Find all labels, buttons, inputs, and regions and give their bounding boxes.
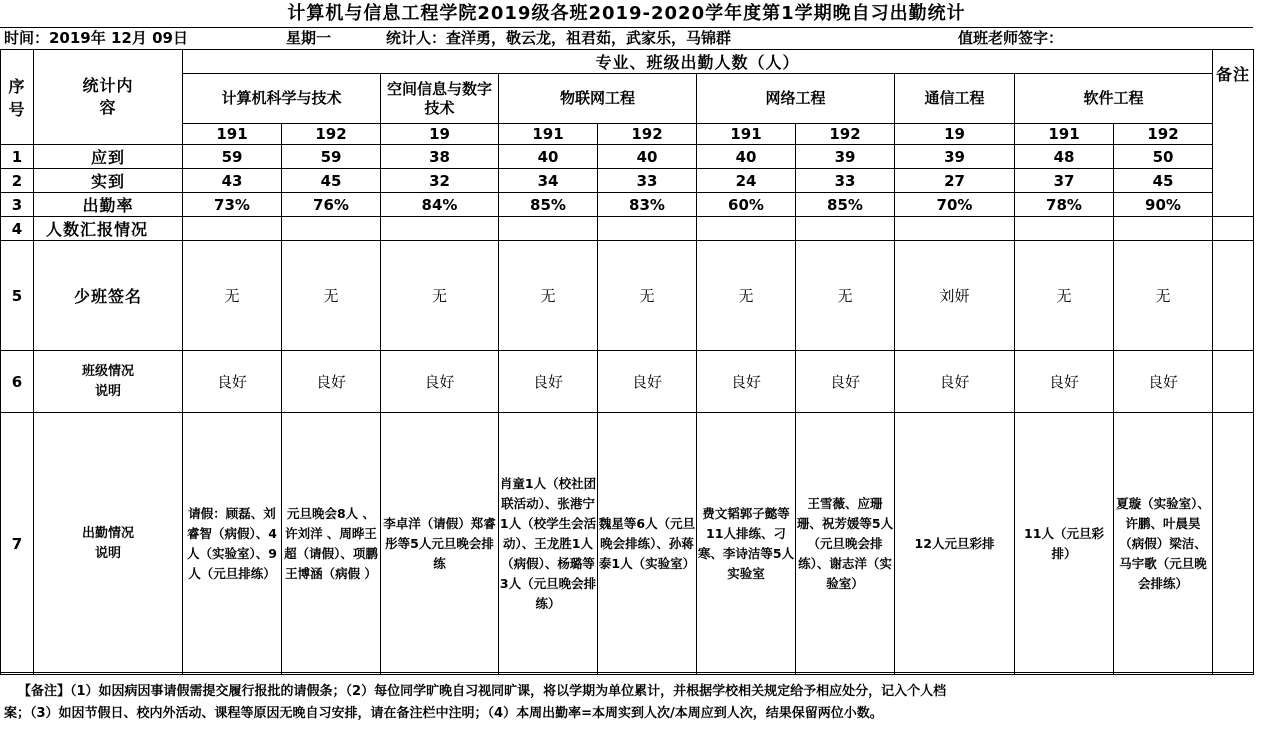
row-label: 少班签名 [34,241,183,351]
table-cell: 27 [895,169,1015,193]
table-cell: 无 [1015,241,1114,351]
table-cell: 无 [1114,241,1213,351]
row-number: 4 [1,217,34,241]
table-cell: 90% [1114,193,1213,217]
table-cell [796,217,895,241]
row-label: 出勤率 [34,193,183,217]
remark-cell [1213,241,1254,351]
table-row [1,169,1254,193]
table-cell: 刘妍 [895,241,1015,351]
remark-cell [1213,217,1254,241]
table-cell: 元旦晚会8人 、许刘洋 、周晔王超（请假）、项鹏王博涵（病假 ） [282,413,381,675]
sheet-title: 计算机与信息工程学院2019级各班2019-2020学年度第1学期晚自习出勤统计 [0,0,1253,28]
table-cell: 40 [697,145,796,169]
table-cell: 魏星等6人（元旦晚会排练）、孙蒋泰1人（实验室） [598,413,697,675]
table-cell: 无 [381,241,499,351]
row-label: 实到 [34,169,183,193]
table-cell: 11人（元旦彩排） [1015,413,1114,675]
table-cell: 请假：顾磊、刘睿智（病假）、4人（实验室）、9人（元旦排练） [183,413,282,675]
table-cell: 32 [381,169,499,193]
attendance-table [0,49,1254,675]
class-header: 192 [282,124,381,145]
date-field: 时间：2019年 12月 09日 [4,29,188,47]
row-label: 应到 [34,145,183,169]
table-cell: 33 [598,169,697,193]
row-number: 3 [1,193,34,217]
table-row [1,217,1254,241]
table-cell: 良好 [381,351,499,413]
table-cell: 34 [499,169,598,193]
major-header: 网络工程 [697,74,895,124]
remark-cell [1213,351,1254,413]
table-cell: 33 [796,169,895,193]
table-cell: 45 [1114,169,1213,193]
major-header: 空间信息与数字技术 [381,74,499,124]
row-label: 班级情况说明 [34,351,183,413]
table-cell: 43 [183,169,282,193]
table-cell: 无 [598,241,697,351]
class-row [1,124,1254,145]
table-cell: 良好 [598,351,697,413]
class-header: 191 [183,124,282,145]
table-cell: 良好 [1114,351,1213,413]
table-cell: 83% [598,193,697,217]
table-cell: 76% [282,193,381,217]
table-cell [697,217,796,241]
table-cell [1015,217,1114,241]
class-header: 192 [1114,124,1213,145]
table-cell: 38 [381,145,499,169]
class-header: 19 [895,124,1015,145]
row-label: 出勤情况说明 [34,413,183,675]
table-cell: 肖童1人（校社团联活动）、张港宁1人（校学生会活动）、王龙胜1人（病假）、杨璐等3人（元旦晚会排练） [499,413,598,675]
table-cell [499,217,598,241]
table-cell: 37 [1015,169,1114,193]
table-cell: 24 [697,169,796,193]
table-row [1,351,1254,413]
table-cell [282,217,381,241]
header-seq: 序号 [1,50,34,145]
table-row [1,193,1254,217]
major-header: 通信工程 [895,74,1015,124]
table-cell: 无 [796,241,895,351]
table-cell: 无 [183,241,282,351]
major-header: 软件工程 [1015,74,1213,124]
table-cell: 无 [282,241,381,351]
class-header: 191 [1015,124,1114,145]
table-cell: 良好 [1015,351,1114,413]
class-header: 191 [697,124,796,145]
table-cell: 84% [381,193,499,217]
class-header: 192 [598,124,697,145]
class-header: 192 [796,124,895,145]
class-header: 19 [381,124,499,145]
table-cell: 40 [598,145,697,169]
header-remark: 备注 [1213,50,1254,217]
table-cell: 良好 [282,351,381,413]
table-row [1,241,1254,351]
table-cell: 良好 [183,351,282,413]
row-number: 7 [1,413,34,675]
major-row [1,74,1254,124]
table-cell: 良好 [796,351,895,413]
major-header: 物联网工程 [499,74,697,124]
table-row [1,413,1254,675]
teacher-sign-field: 值班老师签字： [958,29,1064,47]
table-cell: 60% [697,193,796,217]
table-cell: 59 [282,145,381,169]
table-cell: 夏璇（实验室）、许鹏、叶晨昊（病假）梁洁、马宇歌（元旦晚会排练） [1114,413,1213,675]
remark-cell [1213,413,1254,675]
table-cell [895,217,1015,241]
info-row [0,27,1253,50]
row-label: 人数汇报情况 [34,217,183,241]
footnote-line1: 【备注】（1）如因病因事请假需提交履行报批的请假条；（2）每位同学旷晚自习视同旷课，将以学期为单位累计，并根据学校相关规定给予相应处分，记入个人档 [18,684,947,699]
table-cell [381,217,499,241]
counter-field: 统计人：查洋勇，敬云龙，祖君茹，武家乐，马锦群 [386,29,732,47]
footnote [0,672,1253,728]
footnote-line2: 案；（3）如因节假日、校内外活动、课程等原因无晚自习安排，请在备注栏中注明；（4）本周出勤率=本周实到人次/本周应到人次，结果保留两位小数。 [4,706,883,721]
table-cell: 45 [282,169,381,193]
table-cell: 48 [1015,145,1114,169]
table-cell: 40 [499,145,598,169]
table-cell [183,217,282,241]
table-cell: 85% [499,193,598,217]
table-cell: 无 [499,241,598,351]
row-number: 6 [1,351,34,413]
table-cell: 70% [895,193,1015,217]
table-cell: 85% [796,193,895,217]
major-header: 计算机科学与技术 [183,74,381,124]
class-header: 191 [499,124,598,145]
table-cell [1114,217,1213,241]
row-number: 1 [1,145,34,169]
table-cell: 39 [796,145,895,169]
table-cell: 良好 [697,351,796,413]
table-cell [598,217,697,241]
table-cell: 费文韬郭子懿等11人排练、刁寒、李诗洁等5人实验室 [697,413,796,675]
row-number: 2 [1,169,34,193]
table-cell: 59 [183,145,282,169]
table-cell: 12人元旦彩排 [895,413,1015,675]
table-cell: 78% [1015,193,1114,217]
table-cell: 李卓洋（请假）郑睿彤等5人元旦晚会排练 [381,413,499,675]
header-group: 专业、班级出勤人数（人） [183,50,1213,74]
table-cell: 无 [697,241,796,351]
row-number: 5 [1,241,34,351]
weekday-field: 星期一 [286,29,332,47]
table-cell: 73% [183,193,282,217]
table-cell: 良好 [895,351,1015,413]
table-cell: 50 [1114,145,1213,169]
table-cell: 39 [895,145,1015,169]
header-stat-content: 统计内容 [34,50,183,145]
table-cell: 良好 [499,351,598,413]
table-cell: 王雪薇、应珊珊、祝芳媛等5人（元旦晚会排练）、谢志洋（实验室） [796,413,895,675]
table-row [1,145,1254,169]
